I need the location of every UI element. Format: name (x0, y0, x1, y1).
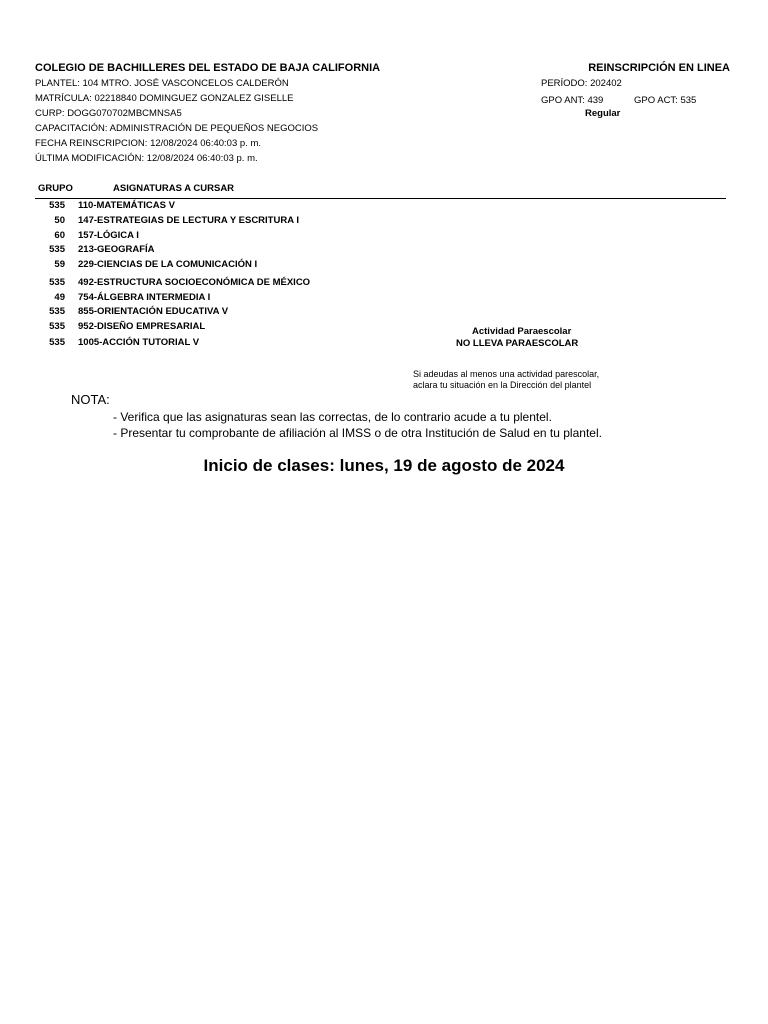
row-grupo: 535 (49, 277, 65, 288)
nota-item: - Verifica que las asignaturas sean las correctas, de lo contrario acude a tu plentel. (113, 410, 552, 424)
fecha-reinscripcion-line: FECHA REINSCRIPCION: 12/08/2024 06:40:03 p. m. (35, 138, 261, 149)
curp-line: CURP: DOGG070702MBCMNSA5 (35, 108, 182, 119)
column-header-asignaturas: ASIGNATURAS A CURSAR (113, 183, 235, 194)
row-asignatura: 147-ESTRATEGIAS DE LECTURA Y ESCRITURA I (78, 215, 299, 226)
row-asignatura: 952-DISEÑO EMPRESARIAL (78, 321, 206, 332)
matricula-line: MATRÍCULA: 02218840 DOMINGUEZ GONZALEZ GISELLE (35, 93, 294, 104)
gpo-act: GPO ACT: 535 (634, 95, 697, 106)
row-grupo: 535 (49, 244, 65, 255)
row-grupo: 535 (49, 306, 65, 317)
row-asignatura: 754-ÁLGEBRA INTERMEDIA I (78, 292, 211, 303)
nota-item: - Presentar tu comprobante de afiliación al IMSS o de otra Institución de Salud en tu plantel. (113, 426, 602, 440)
ultima-modificacion-line: ÚLTIMA MODIFICACIÓN: 12/08/2024 06:40:03 p. m. (35, 153, 258, 164)
row-asignatura: 855-ORIENTACIÓN EDUCATIVA V (78, 306, 229, 317)
row-grupo: 535 (49, 200, 65, 211)
column-header-grupo: GRUPO (38, 183, 73, 194)
row-asignatura: 492-ESTRUCTURA SOCIOECONÓMICA DE MÉXICO (78, 277, 311, 288)
row-grupo: 50 (54, 215, 65, 226)
row-grupo: 49 (54, 292, 65, 303)
row-asignatura: 1005-ACCIÓN TUTORIAL V (78, 337, 200, 348)
inicio-clases: Inicio de clases: lunes, 19 de agosto de 2024 (203, 456, 565, 475)
document-title: REINSCRIPCIÓN EN LINEA (588, 62, 730, 74)
plantel-line: PLANTEL: 104 MTRO. JOSÉ VASCONCELOS CALDERÓN (35, 78, 289, 89)
row-asignatura: 213-GEOGRAFÍA (78, 244, 155, 255)
table-header-divider (35, 198, 726, 199)
capacitacion-line: CAPACITACIÓN: ADMINISTRACIÓN DE PEQUEÑOS NEGOCIOS (35, 123, 319, 134)
paraescolar-note-line1: Si adeudas al menos una actividad parescolar, (413, 369, 600, 379)
row-grupo: 535 (49, 321, 65, 332)
row-asignatura: 229-CIENCIAS DE LA COMUNICACIÓN I (78, 259, 258, 270)
periodo: PERÍODO: 202402 (541, 78, 622, 89)
row-asignatura: 110-MATEMÁTICAS V (78, 200, 175, 211)
paraescolar-note-line2: aclara tu situación en la Dirección del plantel (413, 380, 592, 390)
institution-name: COLEGIO DE BACHILLERES DEL ESTADO DE BAJA CALIFORNIA (35, 62, 381, 74)
row-asignatura: 157-LÓGICA I (78, 230, 139, 241)
row-grupo: 59 (54, 259, 65, 270)
paraescolar-value: NO LLEVA PARAESCOLAR (456, 338, 579, 349)
row-grupo: 535 (49, 337, 65, 348)
nota-label: NOTA: (71, 392, 110, 407)
paraescolar-title: Actividad Paraescolar (472, 326, 572, 337)
gpo-ant: GPO ANT: 439 (541, 95, 604, 106)
row-grupo: 60 (54, 230, 65, 241)
status-label: Regular (585, 108, 621, 119)
